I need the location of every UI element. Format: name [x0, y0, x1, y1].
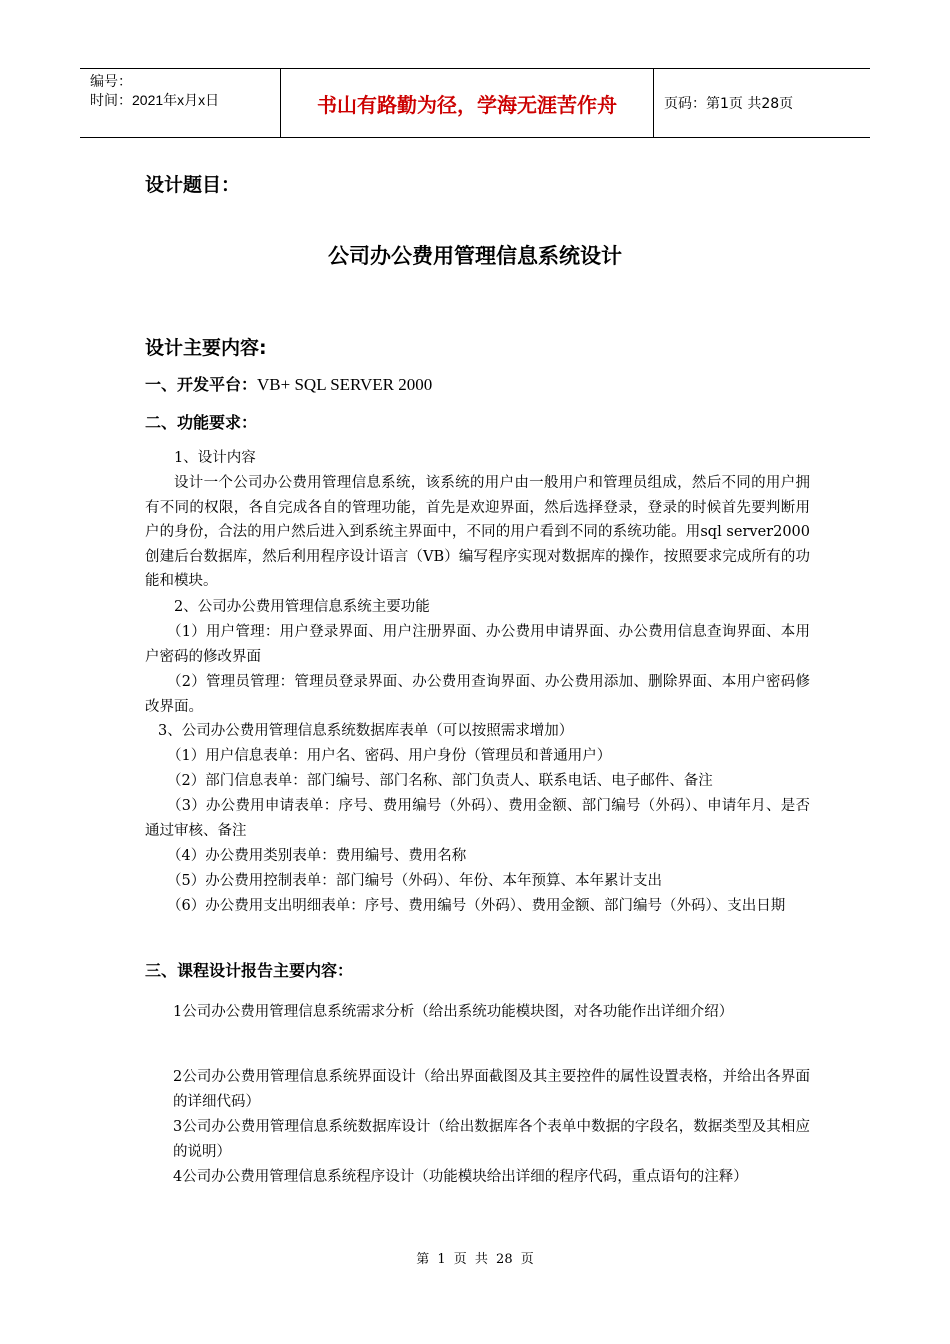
page-footer: 第 1 页 共 28 页 — [416, 1252, 534, 1267]
page-header — [80, 68, 870, 138]
time-label: 时间：2021年x月x日 — [90, 92, 220, 108]
table-item: （3）办公费用申请表单：序号、费用编号（外码）、费用金额、部门编号（外码）、申请年月、是否通过审核、备注 — [145, 798, 810, 839]
section-3-heading: 三、课程设计报告主要内容： — [145, 961, 354, 980]
design-title-label: 设计题目： — [145, 174, 241, 196]
main-content-label: 设计主要内容: — [145, 337, 267, 359]
table-item: （6）办公费用支出明细表单：序号、费用编号（外码）、费用金额、部门编号（外码）、支出日期 — [167, 898, 786, 914]
header-motto: 书山有路勤为径，学海无涯苦作舟 — [281, 69, 654, 137]
header-page-info: 页码：第1页 共28页 — [664, 96, 794, 112]
main-functions-heading: 2、公司办公费用管理信息系统主要功能 — [174, 599, 430, 615]
section-1-value: VB+ SQL SERVER 2000 — [257, 375, 433, 394]
function-user: （1）用户管理：用户登录界面、用户注册界面、办公费用申请界面、办公费用信息查询界面、本用户密码的修改界面 — [145, 624, 810, 665]
table-item: （5）办公费用控制表单：部门编号（外码）、年份、本年预算、本年累计支出 — [167, 873, 662, 889]
report-item: 2公司办公费用管理信息系统界面设计（给出界面截图及其主要控件的属性设置表格，并给出各界面的详细代码） — [173, 1069, 810, 1110]
table-item: （4）办公费用类别表单：费用编号、费用名称 — [167, 848, 467, 864]
report-item: 4公司办公费用管理信息系统程序设计（功能模块给出详细的程序代码，重点语句的注释） — [173, 1169, 748, 1185]
table-item: （1）用户信息表单：用户名、密码、用户身份（管理员和普通用户） — [167, 748, 612, 764]
header-meta — [80, 69, 281, 137]
main-title: 公司办公费用管理信息系统设计 — [328, 244, 622, 268]
design-content-body: 设计一个公司办公费用管理信息系统，该系统的用户由一般用户和管理员组成，然后不同的用户拥有不同的权限，各自完成各自的管理功能，首先是欢迎界面，然后选择登录，登录的时候首先要判断用户的身份，合法的用户然后进入到系统主界面中，不同的用户看到不同的系统功能。用sql server2000创建后台数据库，然后利用程序设计语言（VB）编写程序实现对数据库的操作，按照要求完成所有的功能和模块。 — [145, 475, 810, 589]
db-tables-heading: 3、公司办公费用管理信息系统数据库表单（可以按照需求增加） — [158, 723, 574, 739]
section-1-label: 一、开发平台： — [145, 375, 258, 394]
report-item: 1公司办公费用管理信息系统需求分析（给出系统功能模块图，对各功能作出详细介绍） — [173, 1004, 734, 1020]
function-admin: （2）管理员管理：管理员登录界面、办公费用查询界面、办公费用添加、删除界面、本用户密码修改界面。 — [145, 674, 810, 715]
design-content-heading: 1、设计内容 — [174, 450, 256, 466]
report-item: 3公司办公费用管理信息系统数据库设计（给出数据库各个表单中数据的字段名，数据类型及其相应的说明） — [173, 1119, 810, 1160]
number-label: 编号： — [90, 73, 132, 89]
section-1-heading — [145, 372, 432, 395]
table-item: （2）部门信息表单：部门编号、部门名称、部门负责人、联系电话、电子邮件、备注 — [167, 773, 713, 789]
section-2-heading: 二、功能要求： — [145, 413, 258, 432]
